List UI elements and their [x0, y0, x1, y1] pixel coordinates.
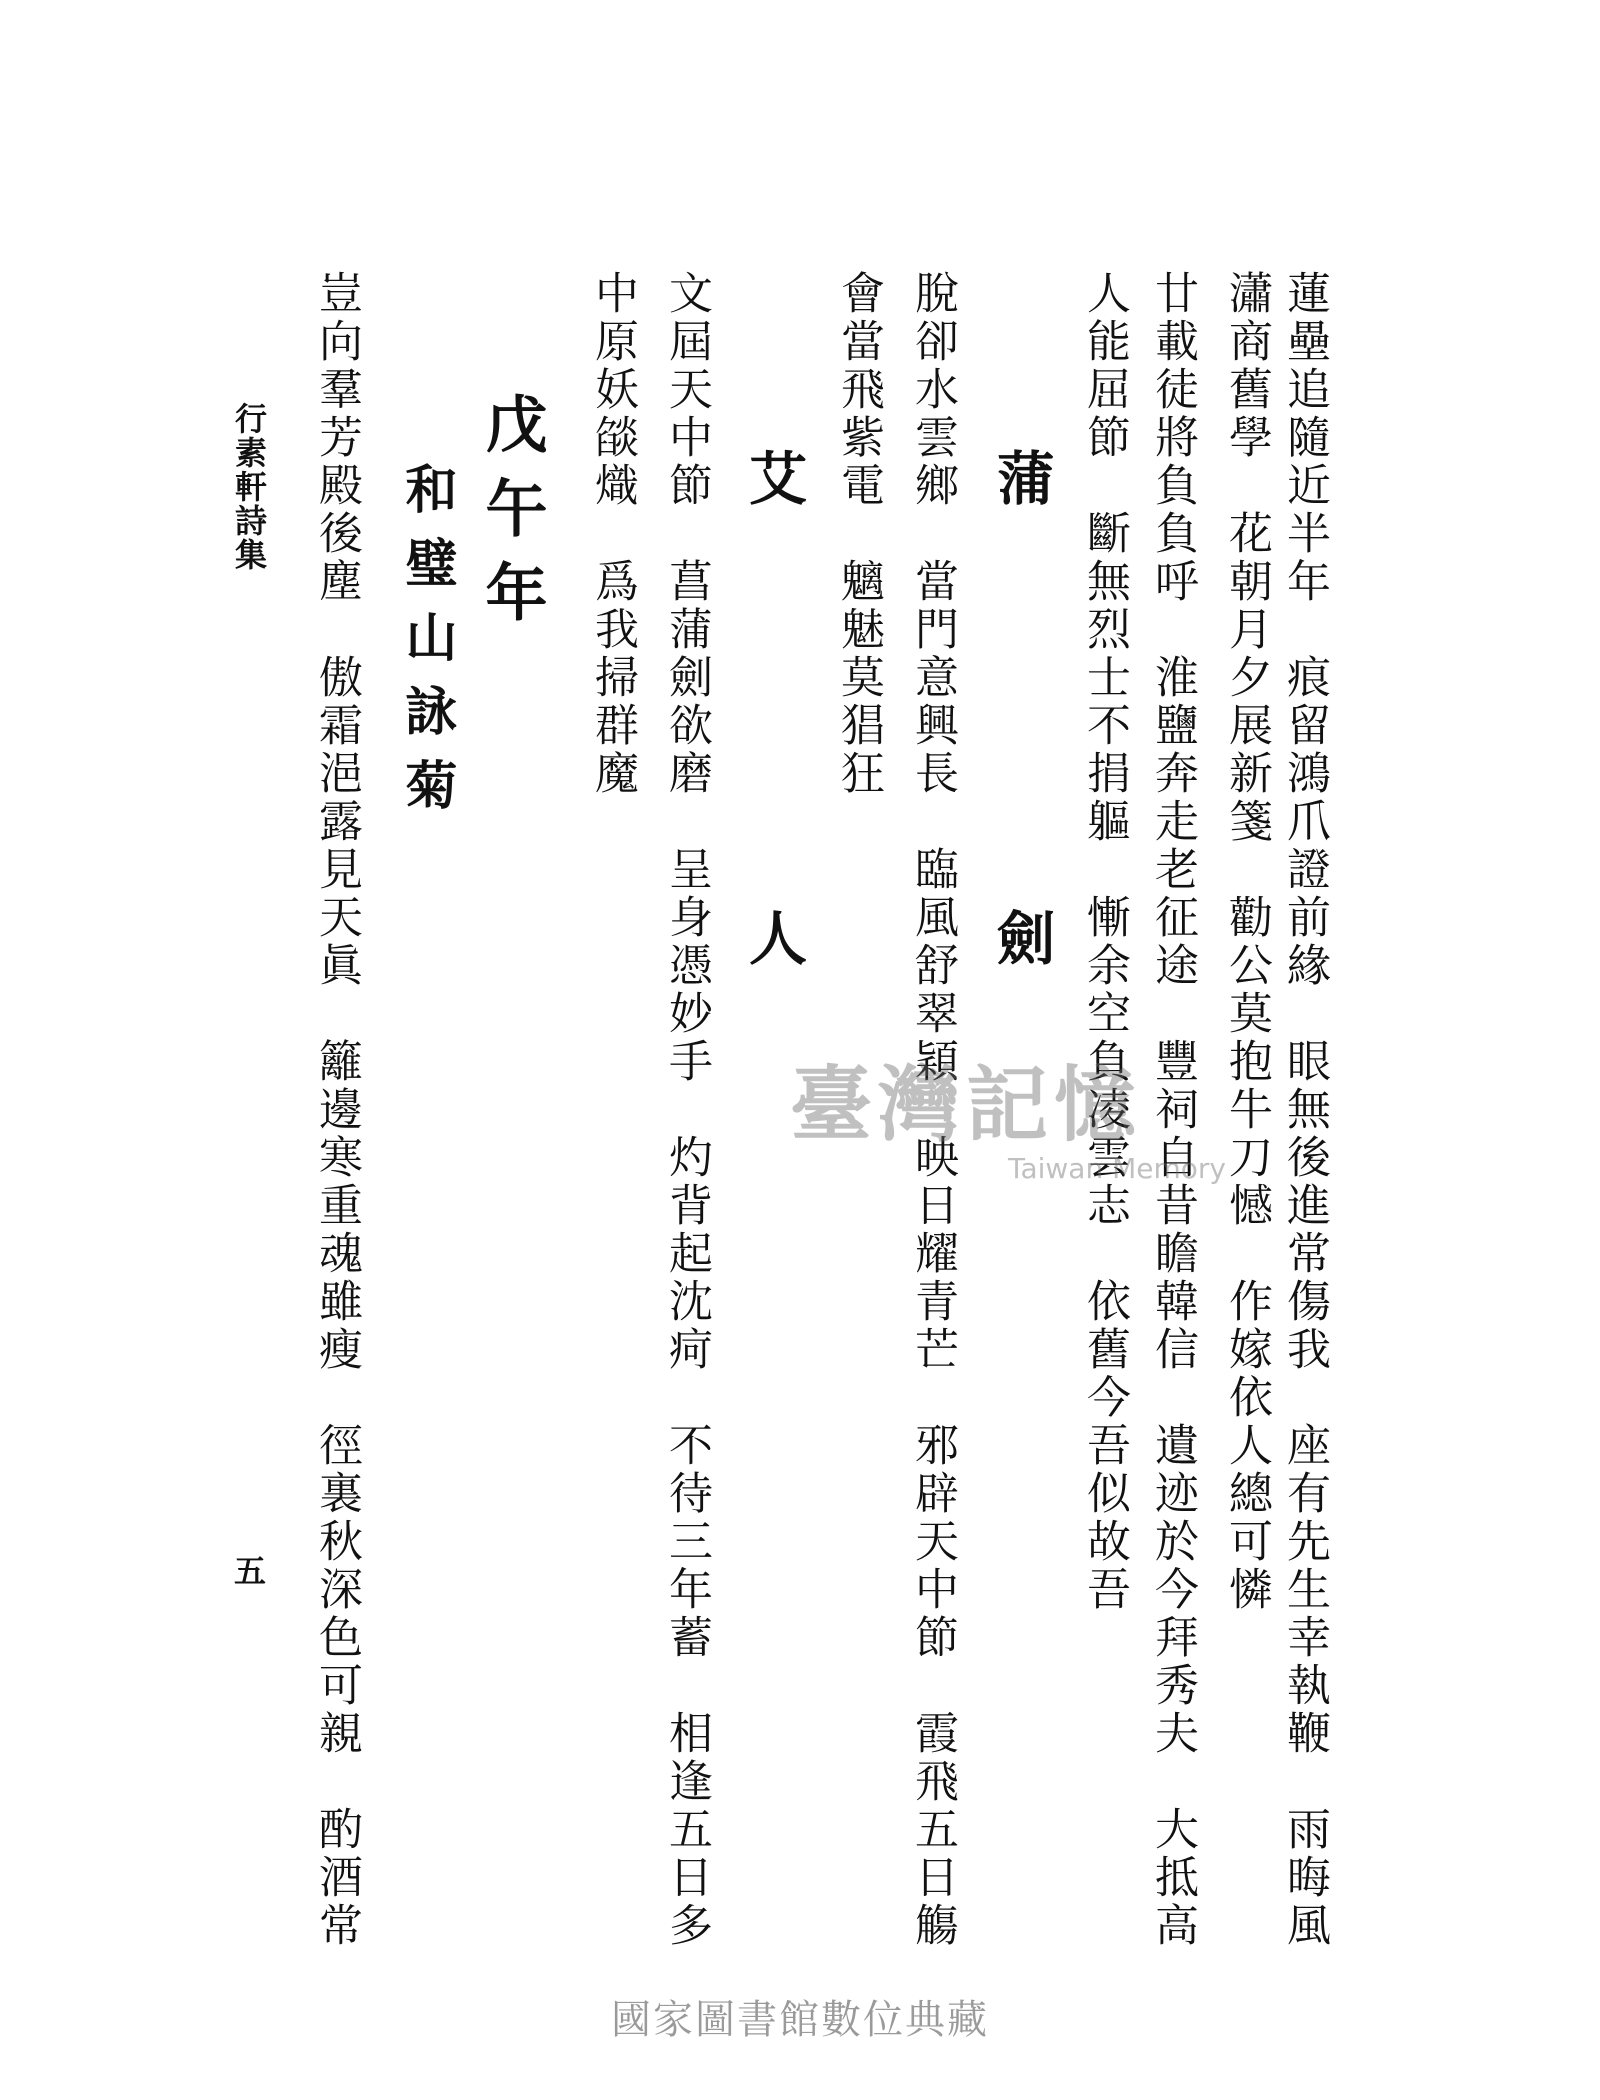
watermark-chinese: 臺灣記憶	[790, 1057, 1143, 1153]
poem-line-8: 中原妖燄熾 爲我掃群魔	[587, 270, 638, 798]
poem-title-pu-jian: 蒲 劍	[987, 448, 1055, 1000]
poem-title-he-bishan-yongju: 和璧山詠菊	[396, 462, 457, 832]
footer-collection-label: 國家圖書館數位典藏	[611, 1997, 989, 2043]
poem-line-9: 豈向羣芳殿後塵 傲霜浥露見天眞 籬邊寒重魂雖瘦 徑裏秋深色可親 酌酒常	[311, 270, 362, 1950]
running-title: 行素軒詩集	[230, 402, 268, 572]
poem-line-5: 脫卻水雲鄉 當門意興長 臨風舒翠穎 映日耀青芒 邪辟天中節 霞飛五日觴	[907, 270, 958, 1950]
poem-line-6: 會當飛紫電 魑魅莫猖狂	[833, 270, 884, 798]
page-number: 五	[234, 1552, 267, 1590]
watermark-english: Taiwan Memory	[1008, 1152, 1226, 1185]
poem-title-ai-ren: 艾 人	[739, 448, 807, 1000]
poem-line-2: 瀟商舊學 花朝月夕展新箋 勸公莫抱牛刀憾 作嫁依人總可憐	[1221, 270, 1272, 1614]
poem-line-7: 文屆天中節 菖蒲劍欲磨 呈身憑妙手 灼背起沈疴 不待三年蓄 相逢五日多	[661, 270, 712, 1950]
year-heading: 戊午年	[475, 392, 548, 644]
poem-line-4: 人能屈節 斷無烈士不捐軀 慚余空負凌雲志 依舊今吾似故吾	[1079, 270, 1130, 1614]
poem-line-1: 蓮壘追隨近半年 痕留鴻爪證前緣 眼無後進常傷我 座有先生幸執鞭 雨晦風	[1279, 270, 1330, 1950]
poem-line-3: 廿載徒將負負呼 淮鹽奔走老征途 豐祠自昔瞻韓信 遺迹於今拜秀夫 大抵高	[1147, 270, 1198, 1950]
